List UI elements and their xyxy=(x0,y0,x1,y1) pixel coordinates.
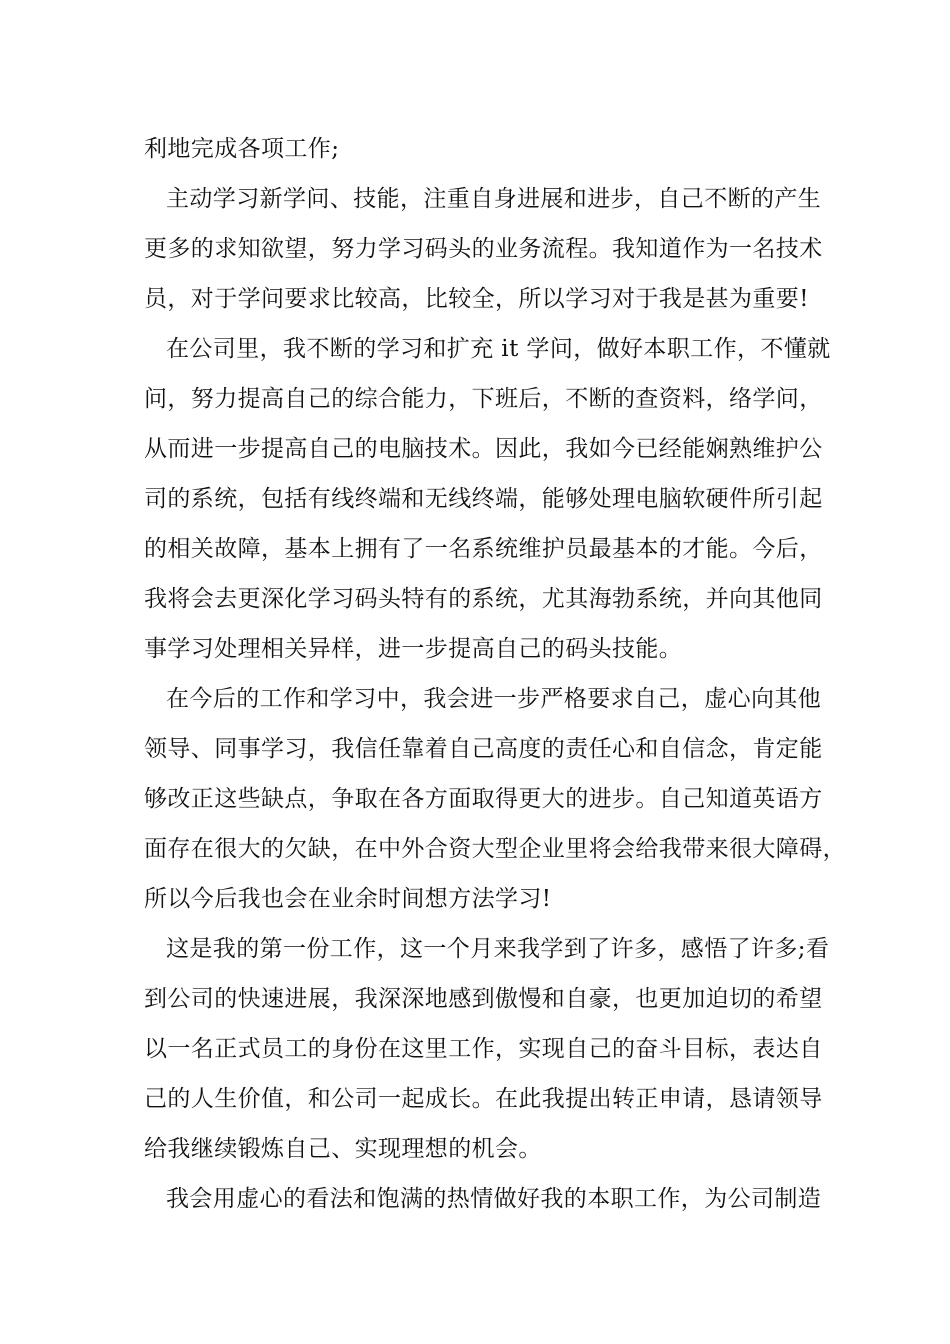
text-line: 所以今后我也会在业余时间想方法学习! xyxy=(144,886,552,912)
text-line: 司的系统，包括有线终端和无线终端，能够处理电脑软硬件所引起 xyxy=(144,486,823,512)
text-line: 己的人生价值，和公司一起成长。在此我提出转正申请，恳请领导 xyxy=(144,1086,823,1112)
text-line: 更多的求知欲望，努力学习码头的业务流程。我知道作为一名技术 xyxy=(144,236,823,262)
text-line: 够改正这些缺点，争取在各方面取得更大的进步。自己知道英语方 xyxy=(144,786,823,812)
text-line: 给我继续锻炼自己、实现理想的机会。 xyxy=(144,1136,542,1162)
text-line: 的相关故障，基本上拥有了一名系统维护员最基本的才能。今后， xyxy=(144,536,823,562)
text-line: 我将会去更深化学习码头特有的系统，尤其海勃系统，并向其他同 xyxy=(144,586,823,612)
text-line: 利地完成各项工作; xyxy=(144,136,340,162)
paragraph-first-line: 我会用虚心的看法和饱满的热情做好我的本职工作，为公司制造 xyxy=(166,1186,822,1212)
text-line: 问，努力提高自己的综合能力，下班后，不断的查资料，络学问， xyxy=(144,386,823,412)
text-line: 面存在很大的欠缺，在中外合资大型企业里将会给我带来很大障碍， xyxy=(144,836,846,862)
text-line: 以一名正式员工的身份在这里工作，实现自己的奋斗目标，表达自 xyxy=(144,1036,823,1062)
paragraph-first-line: 这是我的第一份工作，这一个月来我学到了许多，感悟了许多;看 xyxy=(166,936,830,962)
text-line: 到公司的快速进展，我深深地感到傲慢和自豪，也更加迫切的希望 xyxy=(144,986,823,1012)
text-line: 员，对于学问要求比较高，比较全，所以学习对于我是甚为重要! xyxy=(144,286,809,312)
paragraph-first-line: 主动学习新学问、技能，注重自身进展和进步，自己不断的产生 xyxy=(166,186,822,212)
paragraph-first-line: 在今后的工作和学习中，我会进一步严格要求自己，虚心向其他 xyxy=(166,686,822,712)
text-line: 从而进一步提高自己的电脑技术。因此，我如今已经能娴熟维护公 xyxy=(144,436,823,462)
text-line: 领导、同事学习，我信任靠着自己高度的责任心和自信念，肯定能 xyxy=(144,736,823,762)
text-line: 事学习处理相关异样，进一步提高自己的码头技能。 xyxy=(144,636,683,662)
paragraph-first-line: 在公司里，我不断的学习和扩充 it 学问，做好本职工作，不懂就 xyxy=(166,336,831,362)
